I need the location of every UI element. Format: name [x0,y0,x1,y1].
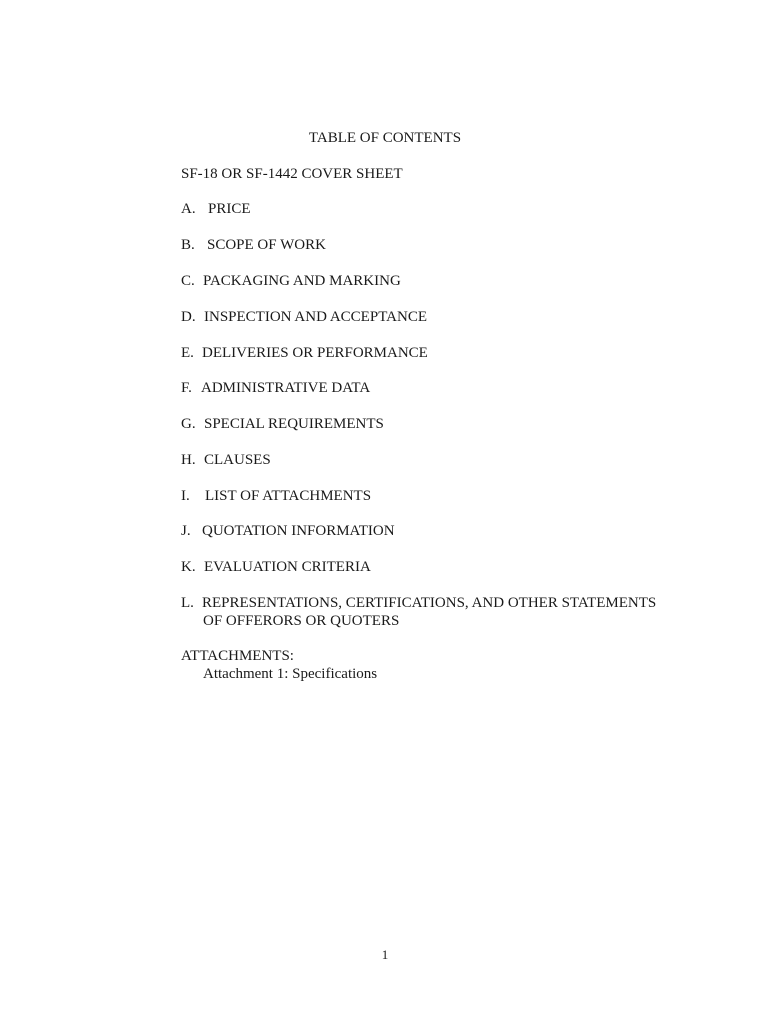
toc-item-i [181,487,371,505]
toc-item-label: LIST OF ATTACHMENTS [205,488,372,504]
toc-item-letter: H. [181,452,196,468]
toc-item-e [181,344,428,362]
toc-item-l [181,594,656,612]
toc-item-h [181,451,271,469]
toc-item-label: REPRESENTATIONS, CERTIFICATIONS, AND OTHER STATEMENTS [202,595,657,611]
toc-item-label: INSPECTION AND ACCEPTANCE [204,309,427,325]
toc-item-letter: B. [181,237,195,253]
toc-item-d [181,308,427,326]
toc-item-letter: D. [181,309,196,325]
toc-item-f [181,379,370,397]
toc-item-label: SPECIAL REQUIREMENTS [204,416,384,432]
toc-item-label: QUOTATION INFORMATION [202,523,395,539]
toc-item-a [181,200,251,218]
toc-item-letter: E. [181,345,194,361]
toc-item-letter: K. [181,559,196,575]
page-title: TABLE OF CONTENTS [308,130,462,146]
toc-item-label: DELIVERIES OR PERFORMANCE [202,345,428,361]
attachment-item: Attachment 1: Specifications [203,666,378,682]
toc-item-g [181,415,384,433]
toc-item-letter: A. [181,201,196,217]
page-number: 1 [381,947,389,962]
toc-item-label: EVALUATION CRITERIA [204,559,371,575]
attachments-heading: ATTACHMENTS: [181,648,294,664]
toc-item-letter: F. [181,380,192,396]
toc-item-label: SCOPE OF WORK [207,237,326,253]
toc-item-letter: C. [181,273,195,289]
toc-item-label: PRICE [208,201,251,217]
toc-item-letter: G. [181,416,196,432]
toc-item-c [181,272,401,290]
toc-item-letter: I. [181,488,190,504]
toc-item-l-continuation: OF OFFERORS OR QUOTERS [203,613,400,629]
toc-item-b [181,236,326,254]
toc-item-letter: L. [181,595,194,611]
toc-item-j [181,522,395,540]
toc-item-letter: J. [181,523,191,539]
toc-item-label: CLAUSES [204,452,271,468]
toc-item-label: PACKAGING AND MARKING [203,273,401,289]
cover-sheet-line: SF-18 OR SF-1442 COVER SHEET [181,166,403,182]
toc-item-k [181,558,371,576]
toc-item-label: ADMINISTRATIVE DATA [201,380,371,396]
